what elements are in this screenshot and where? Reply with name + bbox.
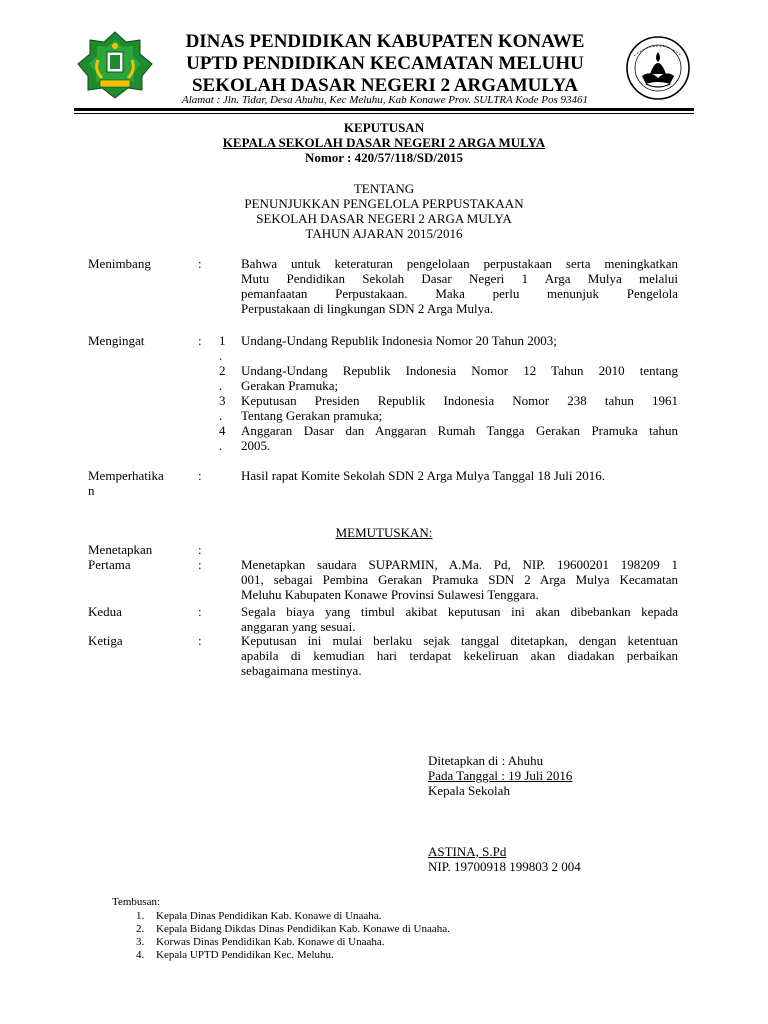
memutuskan-heading: MEMUTUSKAN: bbox=[335, 525, 433, 540]
pertama-label: Pertama bbox=[88, 557, 131, 572]
tembusan-item: 2. Kepala Bidang Dikdas Dinas Pendidikan Kab. Konawe di Unaaha. bbox=[136, 923, 450, 935]
doc-subject-3: TAHUN AJARAN 2015/2016 bbox=[305, 226, 463, 241]
tembusan-item: 3. Korwas Dinas Pendidikan Kab. Konawe di Unaaha. bbox=[136, 936, 385, 948]
mengingat-num-4: 4 . bbox=[219, 423, 226, 453]
tembusan-item: 1. Kepala Dinas Pendidikan Kab. Konawe di Unaaha. bbox=[136, 910, 382, 922]
menimbang-label: Menimbang bbox=[88, 256, 151, 271]
sig-position: Kepala Sekolah bbox=[428, 783, 510, 798]
menimbang-line: Perpustakaan di lingkungan SDN 2 Arga Mulya. bbox=[241, 301, 494, 316]
mengingat-item-2: Undang-Undang Republik Indonesia Nomor 12 Tahun 2010 tentang Gerakan Pramuka; bbox=[241, 363, 678, 393]
mengingat-item-4: Anggaran Dasar dan Anggaran Rumah Tangga Gerakan Pramuka tahun 2005. bbox=[241, 423, 678, 453]
ketiga-label: Ketiga bbox=[88, 633, 123, 648]
doc-tentang: TENTANG bbox=[353, 181, 415, 196]
mengingat-label: Mengingat bbox=[88, 333, 145, 348]
doc-issuer: KEPALA SEKOLAH DASAR NEGERI 2 ARGA MULYA bbox=[222, 135, 546, 150]
menetapkan-colon: : bbox=[198, 542, 202, 557]
letterhead-line-2: UPTD PENDIDIKAN KECAMATAN MELUHU bbox=[186, 53, 584, 74]
doc-number: Nomor : 420/57/118/SD/2015 bbox=[305, 150, 463, 165]
tembusan-item: 4. Kepala UPTD Pendidikan Kec. Meluhu. bbox=[136, 949, 334, 961]
tut-wuri-handayani-icon bbox=[620, 34, 696, 102]
letterhead-line-3: SEKOLAH DASAR NEGERI 2 ARGAMULYA bbox=[191, 75, 579, 96]
tembusan-title: Tembusan: bbox=[112, 896, 161, 908]
mengingat-item-3: Keputusan Presiden Republik Indonesia Nomor 238 tahun 1961 Tentang Gerakan pramuka; bbox=[241, 393, 678, 423]
ketiga-colon: : bbox=[198, 633, 202, 648]
mengingat-num-1: 1 . bbox=[219, 333, 226, 363]
memperhatikan-colon: : bbox=[198, 468, 202, 483]
menimbang-colon: : bbox=[198, 256, 202, 271]
kemenag-logo-icon bbox=[74, 30, 156, 100]
doc-type: KEPUTUSAN bbox=[343, 120, 425, 135]
menimbang-line: Bahwa untuk keteraturan pengelolaan perpustakaan serta meningkatkan bbox=[241, 256, 678, 271]
letterhead-address: Alamat : Jln. Tidar, Desa Ahuhu, Kec Meluhu, Kab Konawe Prov. SULTRA Kode Pos 93461 bbox=[181, 94, 589, 106]
memperhatikan-text: Hasil rapat Komite Sekolah SDN 2 Arga Mulya Tanggal 18 Juli 2016. bbox=[241, 468, 606, 483]
mengingat-item-1: Undang-Undang Republik Indonesia Nomor 20 Tahun 2003; bbox=[241, 333, 557, 348]
menimbang-text bbox=[241, 256, 678, 316]
menetapkan-label: Menetapkan bbox=[88, 542, 153, 557]
mengingat-num-3: 3 . bbox=[219, 393, 226, 423]
sig-date: Pada Tanggal : 19 Juli 2016 bbox=[428, 768, 573, 783]
pertama-text: Menetapkan saudara SUPARMIN, A.Ma. Pd, NIP. 19600201 198209 1 001, sebagai Pembina Gerakan Pramuka SDN 2 Arga Mulya Kecamatan Meluhu Kabupaten Konawe Provinsi Sulawesi Tenggara. bbox=[241, 557, 678, 602]
kedua-text: Segala biaya yang timbul akibat keputusan ini akan dibebankan kepada anggaran yang sesuai. bbox=[241, 604, 678, 634]
menimbang-line: pemanfaatan Perpustakaan. Maka perlu menunjuk Pengelola bbox=[241, 286, 678, 301]
letterhead-rule-thick bbox=[74, 108, 694, 111]
letterhead-line-1: DINAS PENDIDIKAN KABUPATEN KONAWE bbox=[185, 31, 585, 52]
sig-nip: NIP. 19700918 199803 2 004 bbox=[428, 859, 581, 874]
memperhatikan-label: Memperhatika n bbox=[88, 468, 164, 498]
doc-subject-2: SEKOLAH DASAR NEGERI 2 ARGA MULYA bbox=[256, 211, 512, 226]
mengingat-colon: : bbox=[198, 333, 202, 348]
menimbang-line: Mutu Pendidikan Sekolah Dasar Negeri 1 Arga Mulya melalui bbox=[241, 271, 678, 286]
sig-place: Ditetapkan di : Ahuhu bbox=[428, 753, 544, 768]
doc-subject-1: PENUNJUKKAN PENGELOLA PERPUSTAKAAN bbox=[244, 196, 524, 211]
sig-name: ASTINA, S.Pd bbox=[428, 844, 507, 859]
kedua-colon: : bbox=[198, 604, 202, 619]
pertama-colon: : bbox=[198, 557, 202, 572]
kedua-label: Kedua bbox=[88, 604, 122, 619]
mengingat-num-2: 2 . bbox=[219, 363, 226, 393]
letterhead-rule-thin bbox=[74, 113, 694, 114]
ketiga-text: Keputusan ini mulai berlaku sejak tanggal ditetapkan, dengan ketentuan apabila di kemudian hari terdapat kekeliruan akan diadakan perbaikan sebagaimana mestinya. bbox=[241, 633, 678, 678]
